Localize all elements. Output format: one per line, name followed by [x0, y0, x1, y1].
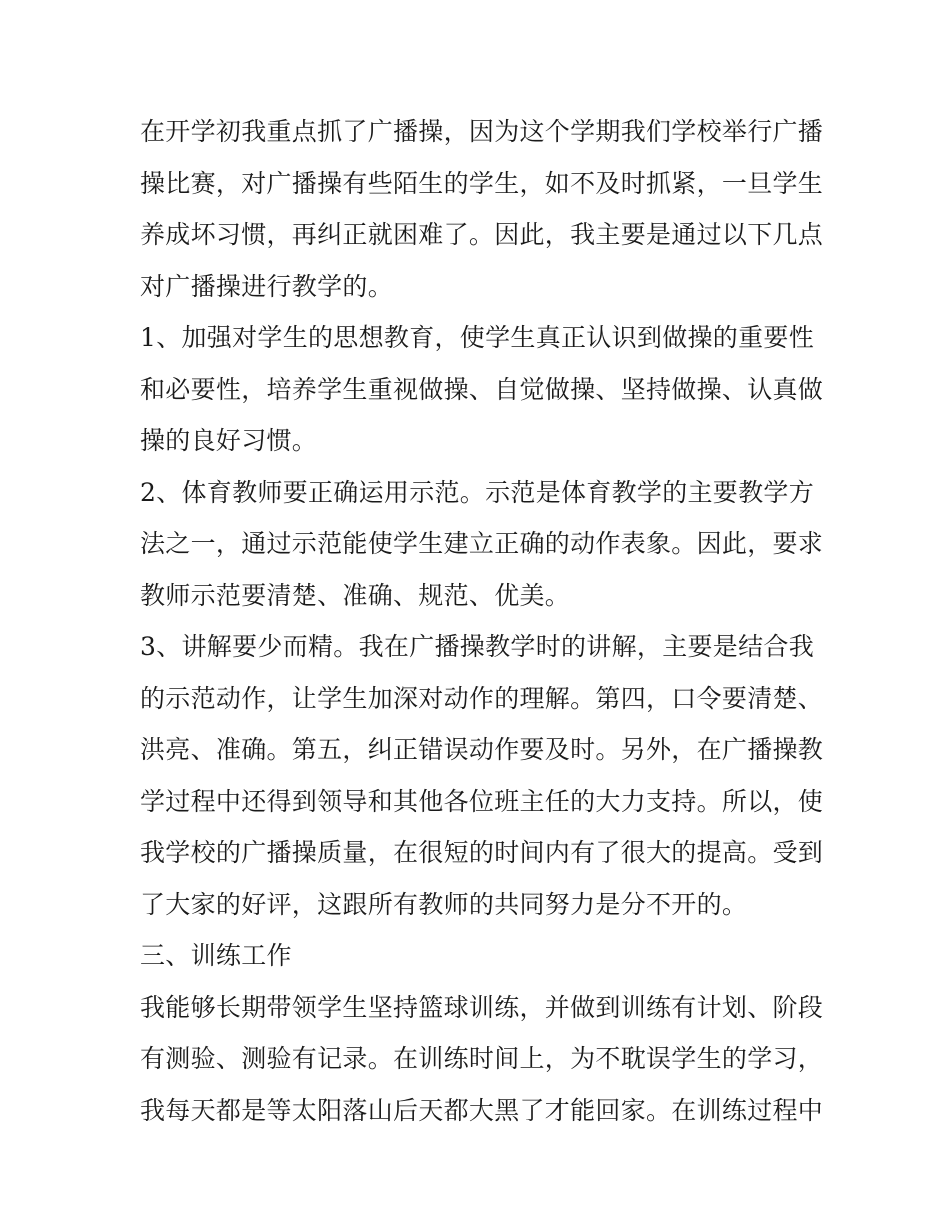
document-body — [140, 106, 824, 1136]
text-line: 3、讲解要少而精。我在广播操教学时的讲解，主要是结合我 — [140, 632, 815, 661]
text-line: 的示范动作，让学生加深对动作的理解。第四，口令要清楚、 — [140, 683, 824, 713]
text-line: 洪亮、准确。第五，纠正错误动作要及时。另外，在广播操教 — [140, 735, 824, 764]
text-line: 了大家的好评，这跟所有教师的共同努力是分不开的。 — [140, 889, 748, 919]
text-line: 1、加强对学生的思想教育，使学生真正认识到做操的重要性 — [140, 323, 815, 352]
text-line: 法之一，通过示范能使学生建立正确的动作表象。因此，要求 — [140, 529, 824, 558]
text-line: 我学校的广播操质量，在很短的时间内有了很大的提高。受到 — [140, 838, 824, 867]
text-line: 养成坏习惯，再纠正就困难了。因此，我主要是通过以下几点 — [140, 220, 824, 249]
text-line: 教师示范要清楚、准确、规范、优美。 — [140, 580, 571, 610]
text-line: 和必要性，培养学生重视做操、自觉做操、坚持做操、认真做 — [140, 374, 824, 404]
text-line: 操的良好习惯。 — [140, 426, 318, 455]
text-line: 在开学初我重点抓了广播操，因为这个学期我们学校举行广播 — [140, 117, 824, 146]
text-line: 我能够长期带领学生坚持篮球训练，并做到训练有计划、阶段 — [140, 992, 824, 1022]
text-line: 学过程中还得到领导和其他各位班主任的大力支持。所以，使 — [140, 786, 824, 816]
section-heading: 三、训练工作 — [140, 941, 292, 970]
text-line: 对广播操进行教学的。 — [140, 271, 394, 301]
text-line: 有测验、测验有记录。在训练时间上，为不耽误学生的学习， — [140, 1044, 824, 1073]
text-line: 2、体育教师要正确运用示范。示范是体育教学的主要教学方 — [140, 477, 815, 507]
text-line: 操比赛，对广播操有些陌生的学生，如不及时抓紧，一旦学生 — [140, 168, 824, 198]
text-line: 我每天都是等太阳落山后天都大黑了才能回家。在训练过程中 — [140, 1095, 824, 1125]
